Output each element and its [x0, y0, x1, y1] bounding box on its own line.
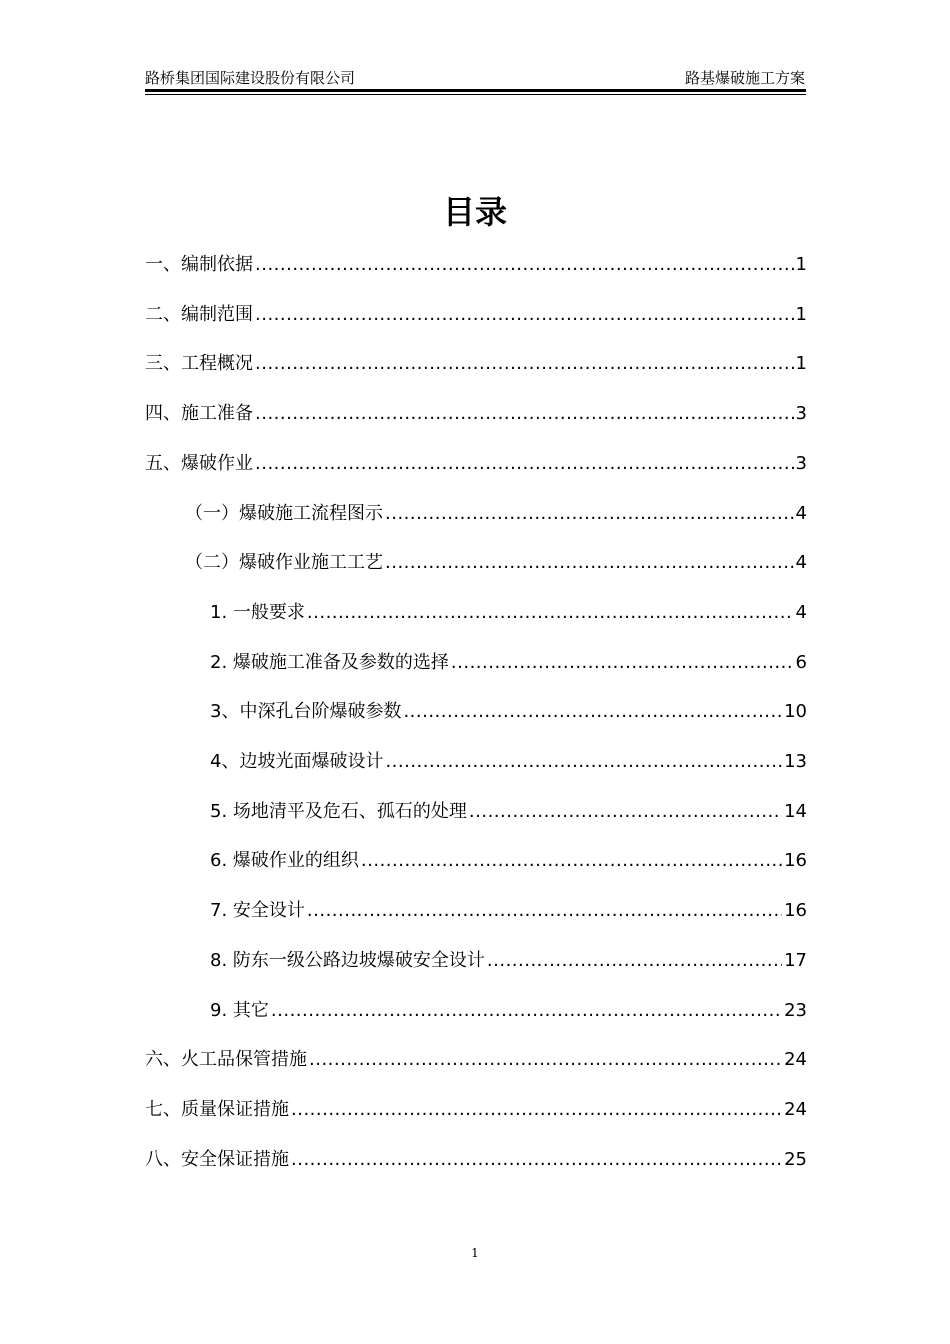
toc-entry[interactable] [145, 747, 807, 777]
toc-leader-dots [385, 747, 782, 777]
toc-entry[interactable] [145, 896, 807, 926]
page-header [145, 68, 805, 90]
toc-entry-label: 3、中深孔台阶爆破参数 [210, 701, 402, 723]
toc-leader-dots [291, 1095, 782, 1125]
toc-leader-dots [361, 846, 782, 876]
toc-entry-label: 7. 安全设计 [210, 900, 305, 922]
toc-entry[interactable] [145, 797, 807, 827]
toc-entry-page: 24 [784, 1049, 807, 1071]
toc-entry-page: 3 [795, 403, 807, 425]
header-rule-thick [145, 89, 806, 92]
toc-entry[interactable] [145, 548, 807, 578]
toc-entry[interactable] [145, 846, 807, 876]
toc-entry[interactable] [145, 996, 807, 1026]
toc-entry[interactable] [145, 946, 807, 976]
toc-entry[interactable] [145, 598, 807, 628]
toc-entry[interactable] [145, 250, 807, 280]
toc-entry-label: （二）爆破作业施工工艺 [185, 552, 383, 574]
toc-entry-page: 13 [784, 751, 807, 772]
toc-leader-dots [309, 1045, 782, 1075]
header-rule-thin [145, 94, 806, 95]
toc-entry-label: 4、边坡光面爆破设计 [210, 751, 384, 772]
toc-leader-dots [403, 697, 782, 727]
toc-entry[interactable] [145, 1145, 807, 1175]
toc-entry-page: 4 [795, 552, 807, 574]
toc-entry[interactable] [145, 499, 807, 529]
header-company: 路桥集团国际建设股份有限公司 [145, 69, 356, 87]
toc-entry-page: 10 [784, 701, 807, 723]
toc-entry-label: 一、编制依据 [145, 254, 253, 275]
toc-leader-dots [385, 499, 794, 529]
toc-entry-page: 1 [795, 303, 807, 325]
toc-leader-dots [469, 797, 782, 827]
toc-entry-label: 六、火工品保管措施 [145, 1049, 307, 1071]
toc-entry-label: 5. 场地清平及危石、孤石的处理 [210, 800, 467, 822]
toc-leader-dots [307, 896, 782, 926]
toc-leader-dots [271, 996, 782, 1026]
toc-leader-dots [255, 300, 794, 330]
toc-entry-label: （一）爆破施工流程图示 [185, 502, 383, 524]
toc-leader-dots [291, 1145, 782, 1175]
toc-entry-page: 4 [795, 601, 807, 623]
toc-entry-label: 四、施工准备 [145, 403, 253, 425]
toc-entry-page: 17 [784, 949, 807, 971]
toc-leader-dots [385, 548, 794, 578]
toc-entry[interactable] [145, 697, 807, 727]
toc-entry-page: 24 [784, 1098, 807, 1120]
header-document-name: 路基爆破施工方案 [684, 69, 805, 87]
toc-leader-dots [487, 946, 782, 976]
toc-entry-page: 6 [795, 651, 807, 673]
toc-entry-label: 七、质量保证措施 [145, 1098, 289, 1120]
toc-leader-dots [307, 598, 794, 628]
toc-entry-label: 9. 其它 [210, 999, 269, 1021]
toc-entry-label: 8. 防东一级公路边坡爆破安全设计 [210, 949, 485, 971]
toc-entry-page: 1 [795, 254, 807, 275]
toc-entry[interactable] [145, 1045, 807, 1075]
toc-leader-dots [255, 449, 794, 479]
toc-entry-label: 2. 爆破施工准备及参数的选择 [210, 651, 449, 673]
toc-entry-page: 4 [795, 502, 807, 524]
toc-leader-dots [451, 648, 794, 678]
toc-entry-page: 1 [795, 353, 807, 375]
toc-entry-page: 16 [784, 850, 807, 872]
toc-entry-label: 6. 爆破作业的组织 [210, 850, 359, 872]
toc-entry[interactable] [145, 349, 807, 379]
toc-title: 目录 [442, 193, 507, 231]
toc-entry[interactable] [145, 300, 807, 330]
toc-entry[interactable] [145, 648, 807, 678]
toc-entry-label: 二、编制范围 [145, 303, 253, 325]
toc-entry-label: 八、安全保证措施 [145, 1148, 289, 1170]
toc-entry[interactable] [145, 1095, 807, 1125]
footer-page-number: 1 [471, 1246, 479, 1260]
toc-entry-label: 五、爆破作业 [145, 452, 253, 474]
toc-entry[interactable] [145, 449, 807, 479]
toc-entry-page: 23 [784, 999, 807, 1021]
toc-entry-page: 16 [784, 900, 807, 922]
toc-leader-dots [255, 399, 794, 429]
toc-leader-dots [255, 349, 794, 379]
toc-entry[interactable] [145, 399, 807, 429]
toc-entry-page: 25 [784, 1148, 807, 1170]
toc-entry-label: 三、工程概况 [145, 353, 253, 375]
toc-leader-dots [255, 250, 794, 280]
toc-entry-page: 3 [795, 452, 807, 474]
toc-entry-page: 14 [784, 800, 807, 822]
toc-entry-label: 1. 一般要求 [210, 601, 305, 623]
